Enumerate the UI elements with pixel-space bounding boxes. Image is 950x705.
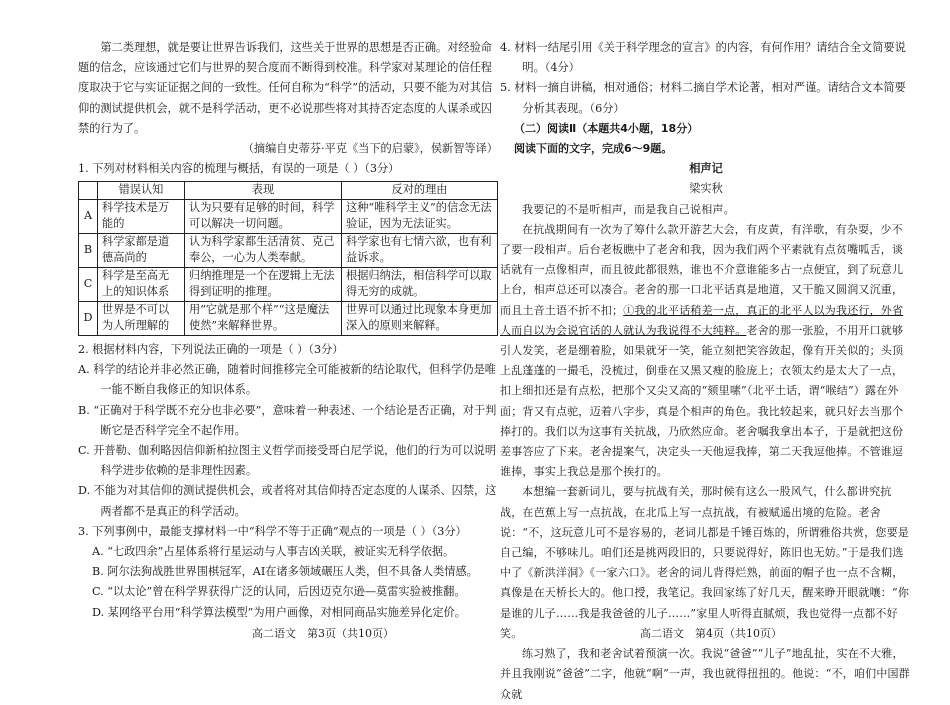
page-footer-right: 高二语文 第4页（共10页） xyxy=(640,627,782,640)
question-2-stem: 2. 根据材料内容，下列说法正确的一项是（ ）（3分） xyxy=(78,342,344,356)
page-footer-left: 高二语文 第3页（共10页） xyxy=(252,627,394,640)
question-2-option-c: C. 开普勒、伽利略因信仰新柏拉图主义哲学而接受哥白尼学说，他们的行为可以说明科学进步依赖的是非理性因素。 xyxy=(78,443,497,478)
table-cell: 认为科学家都生活清贫、克己奉公，一心为人类奉献。 xyxy=(185,233,342,267)
story-text: 在抗战期间有一次为了筹什么款开游艺大会，有皮黄，有洋歌，有杂耍，少不了要一段相声。后台老板瞧中了老舍和我，因为我们两个平素就有点贫嘴呱舌，谈话就有一点像相声，而且彼此都很熟，谁也不介意谁能多占一点便宜，到了玩意儿上台，相声总还可以凑合。老舍的那一口北平话真是地道，又干脆又圆润又沉重，而且土音土语不折不扣； xyxy=(500,222,904,317)
table-cell: 归纳推理是一个在逻辑上无法得到证明的推理。 xyxy=(185,267,342,301)
table-header-row xyxy=(79,182,498,200)
table-cell: 认为只要有足够的时间，科学可以解决一切问题。 xyxy=(185,199,342,233)
question-1-table xyxy=(78,181,498,336)
story-paragraph: 我要记的不是听相声，而是我自己说相声。 xyxy=(522,202,735,216)
story-author: 梁实秋 xyxy=(689,182,723,196)
source-citation: （摘编自史蒂芬·平克《当下的启蒙》，侯新智等译） xyxy=(242,142,498,156)
row-key: B xyxy=(79,233,98,267)
table-header: 错误认知 xyxy=(98,182,185,200)
table-row xyxy=(79,267,498,301)
question-5: 5. 材料一摘自讲稿，相对通俗；材料二摘自学术论著，相对严谨。请结合文本简要分析其表现。（6分） xyxy=(500,81,906,115)
table-cell: 用“它就是那个样”“这是魔法使然”来解释世界。 xyxy=(185,301,342,335)
story-paragraph: 练习熟了，我和老舍试着预演一次。我说“爸爸”“儿子”地乱扯，实在不大雅，并且我刚说“爸爸”二字，他就“啊”一声，我也就得扭扭的。他说：“不，咱们中国群众就 xyxy=(500,647,910,701)
table-row xyxy=(79,233,498,267)
row-key: A xyxy=(79,199,98,233)
story-paragraph xyxy=(500,220,912,483)
table-row xyxy=(79,199,498,233)
story-text: 老舍的那一张脸，不用开口就够引人发笑，老是绷着脸，如果就牙一笑，能立刻把笑容敛起，像有开关似的；头顶上乱蓬蓬的一撮毛，没梳过，倒垂在又黑又瘦的脸庞上；衣领太约是太大了一点，扣上细扣还是有点松，把那个又尖又高的“颏里嗉”（北平土话，谓“喉结”）露在外面；背又有点驼，迈着八字步，真是个相声的角色。我比较起来，就只好去当那个捧打的。我们以为这事有关抗战，乃欣然应命。老舍嘱我拿出本子，于是就把这份差事答应了下来。老舍提案气，决定头一天他逗我捧，第二天我逗他捧。不管谁逗谁捧，事实上我总是那个挨打的。 xyxy=(500,323,904,479)
left-column xyxy=(78,38,498,623)
question-2-option-d: D. 不能为对其信仰的测试提供机会，或者将对其信仰持否定态度的人谋杀、囚禁，这两者都不是真正的科学活动。 xyxy=(78,484,497,518)
question-1-stem: 1. 下列对材料相关内容的梳理与概括，有误的一项是（ ）（3分） xyxy=(78,162,400,176)
table-header: 表现 xyxy=(185,182,342,200)
table-cell: 根据归纳法，相信科学可以取得无穷的成就。 xyxy=(342,267,498,301)
table-cell: 这种“唯科学主义”的信念无法验证，因为无法证实。 xyxy=(342,199,498,233)
table-header xyxy=(79,182,98,200)
story-paragraph: 本想编一套新词儿，要与抗战有关，那时候有这么一股风气，什么都讲究抗战，在芭蕉上写一点抗战，在北瓜上写一点抗战，有被赋遥出境的危险。老舍说：“不，这玩意儿可不是容易的，老词儿都是千锤百炼的，所谓雅俗共赏，您要是自己编，不够味儿。咱们还是挑两段旧的，只要说得好，陈旧也无妨。”于是我们选中了《新洪洋洞》《一家六口》。老舍的词儿背得烂熟，前面的帽子也一点不含糊，真像是在天桥长大的。他口授，我笔记。我回家练了好几天，醒来睁开眼就嚷：“你是谁的儿子……我是我爸爸的儿子……”家里人听得直腻烦，我也觉得一点都不好笑。 xyxy=(500,485,910,640)
question-3-option-c: C. “以太论”曾在科学界获得广泛的认同，后因迈克尔逊—莫雷实验被推翻。 xyxy=(92,585,466,599)
question-2-option-a: A. 科学的结论并非必然正确，随着时间推移完全可能被新的结论取代，但科学仍是唯一能不断自我修正的知识体系。 xyxy=(78,363,496,397)
question-3-option-a: A. “七政四余”占星体系将行星运动与人事吉凶关联，被证实无科学依据。 xyxy=(92,544,455,558)
right-column xyxy=(500,38,912,705)
underlined-sentence-1: ①我的北平话稍差一点，真正的北平人以为我还行，外省人而自以为会说官话的人就认为我说得不大纯粹。 xyxy=(500,303,904,337)
question-2-option-b: B. “正确对于科学既不充分也非必要”，意味着一种表述、一个结论是否正确，对于判断它是否科学完全不起作用。 xyxy=(78,403,497,437)
table-cell: 科学家也有七情六欲，也有利益诉求。 xyxy=(342,233,498,267)
question-3-option-d: D. 某网络平台用“科学算法模型”为用户画像，对相同商品实施差异化定价。 xyxy=(92,605,466,619)
section-heading: （二）阅读Ⅱ（本题共4小题，18分） xyxy=(514,121,699,135)
table-row xyxy=(79,301,498,335)
table-cell: 科学家都是道德高尚的 xyxy=(98,233,185,267)
question-3-option-b: B. 阿尔法狗战胜世界围棋冠军，AI在诸多领域碾压人类，但不具备人类情感。 xyxy=(92,565,478,579)
row-key: C xyxy=(79,267,98,301)
table-header: 反对的理由 xyxy=(342,182,498,200)
section-instruction: 阅读下面的文字，完成6～9题。 xyxy=(514,142,673,156)
table-cell: 世界可以通过比现象本身更加深入的原则来解释。 xyxy=(342,301,498,335)
table-cell: 科学技术是万能的 xyxy=(98,199,185,233)
intro-paragraph: 第二类理想，就是要让世界告诉我们，这些关于世界的思想是否正确。对经验命题的信念，应该通过它们与世界的契合度而不断得到校准。科学家对某理论的信任程度取决于它与实证证据之间的一致性。任何自称为“科学”的活动，只要不能为对其信仰的测试提供机会，就不是科学活动，更不必说那些将对其持否定态度的人谋杀或囚禁的行为了。 xyxy=(78,41,493,135)
table-cell: 世界是不可以为人所理解的 xyxy=(98,301,185,335)
question-3-stem: 3. 下列事例中，最能支撑材料一中“科学不等于正确”观点的一项是（ ）（3分） xyxy=(78,524,467,538)
question-4: 4. 材料一结尾引用《关于科学理念的宣言》的内容，有何作用？请结合全文简要说明。（4分） xyxy=(500,41,906,75)
story-title: 相声记 xyxy=(689,162,723,176)
table-cell: 科学是至高无上的知识体系 xyxy=(98,267,185,301)
row-key: D xyxy=(79,301,98,335)
